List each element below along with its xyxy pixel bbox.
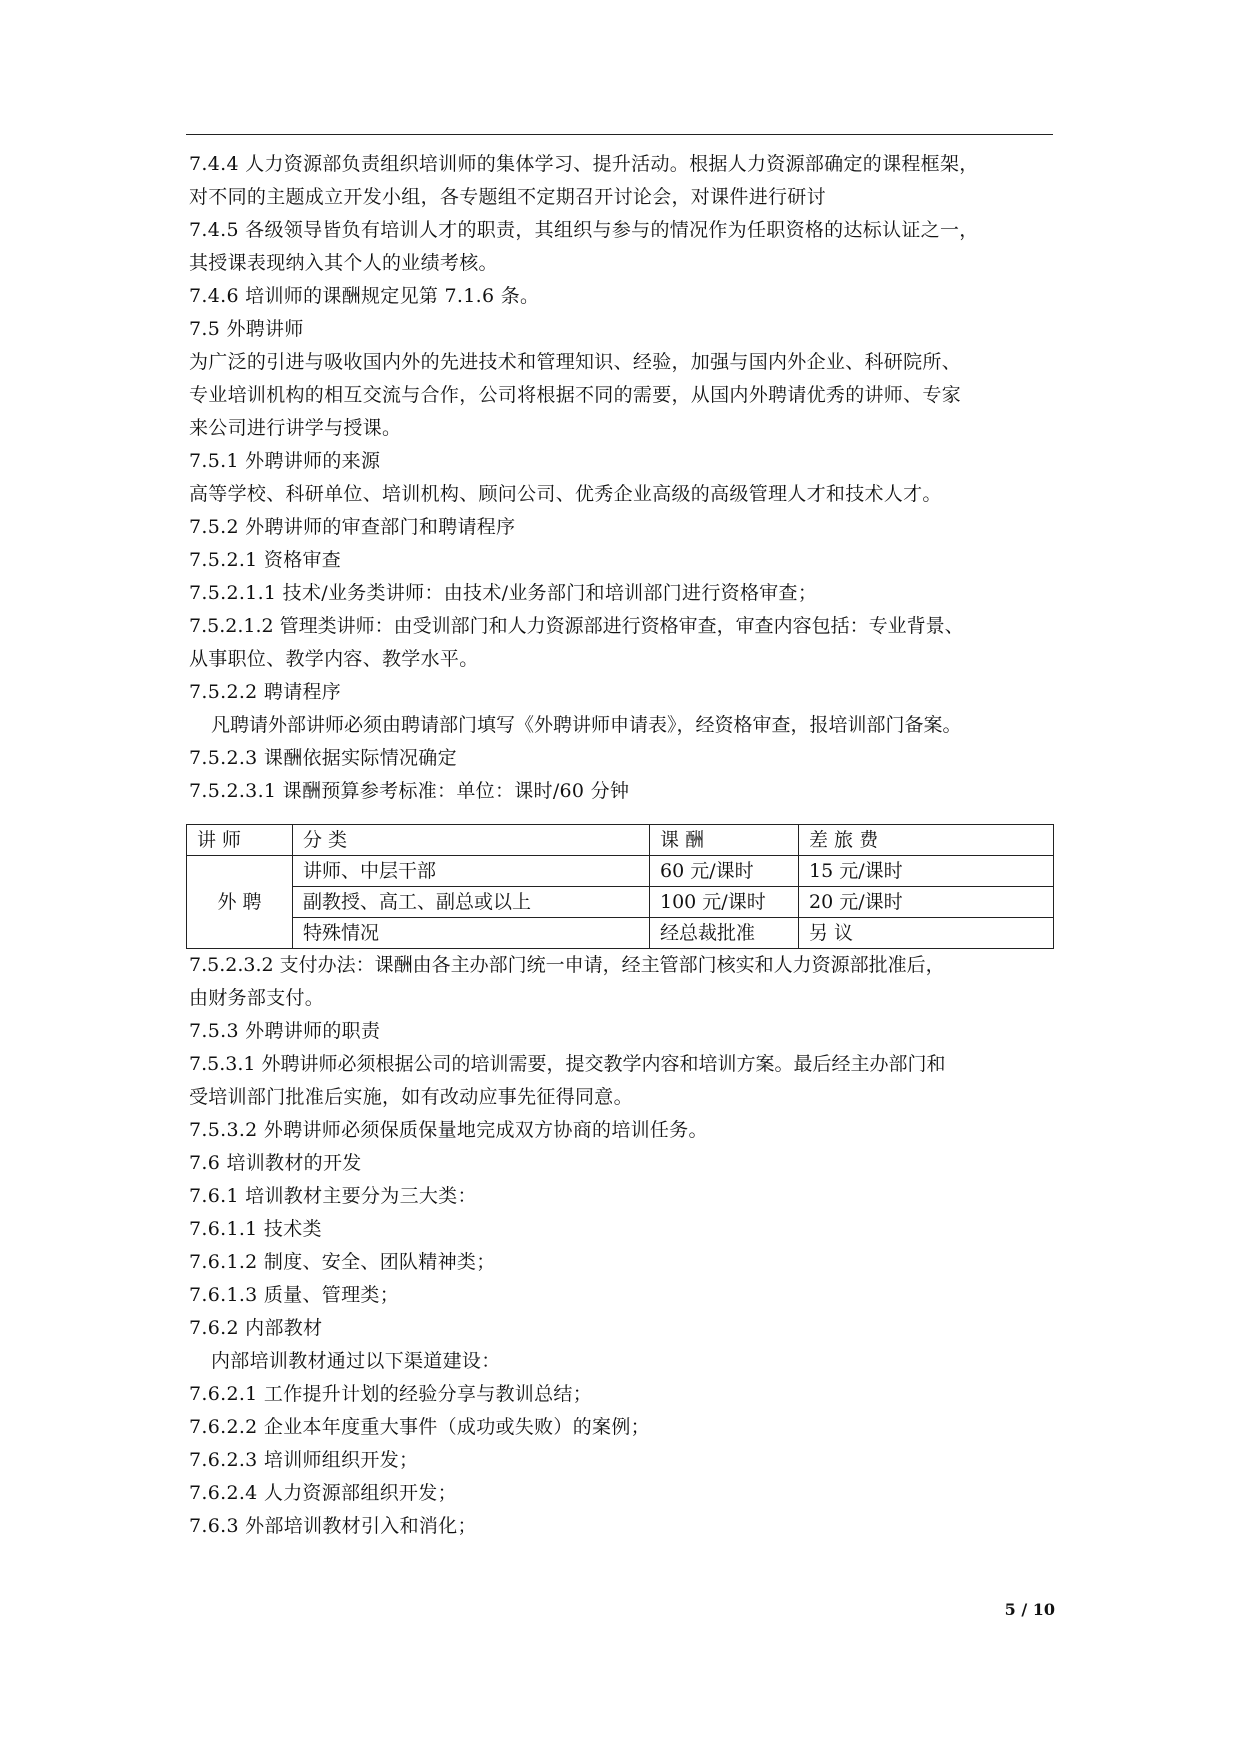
paragraph-line: 来公司进行讲学与授课。 [189, 417, 402, 439]
table-header-cell: 讲 师 [187, 825, 293, 856]
list-item: 7.6.1.2 制度、安全、团队精神类； [189, 1251, 496, 1273]
paragraph-line: 受培训部门批准后实施，如有改动应事先征得同意。 [189, 1086, 633, 1108]
section-heading: 7.6.3 外部培训教材引入和消化； [189, 1515, 477, 1537]
paragraph-line: 由财务部支付。 [189, 987, 325, 1009]
table-row [187, 918, 1054, 949]
table-row [187, 887, 1054, 918]
table-cell: 15 元/课时 [799, 856, 1054, 887]
paragraph-line: 7.4.5 各级领导皆负有培训人才的职责，其组织与参与的情况作为任职资格的达标认证之一， [189, 219, 979, 241]
document-body [189, 148, 1057, 1543]
paragraph-line: 7.5.2.3.1 课酬预算参考标准：单位：课时/60 分钟 [189, 780, 630, 802]
table-header-cell: 差 旅 费 [799, 825, 1054, 856]
table-cell: 60 元/课时 [650, 856, 799, 887]
paragraph-line: 对不同的主题成立开发小组，各专题组不定期召开讨论会，对课件进行研讨 [189, 186, 826, 208]
paragraph-line: 其授课表现纳入其个人的业绩考核。 [189, 252, 498, 274]
table-cell: 特殊情况 [293, 918, 650, 949]
table-header-row [187, 825, 1054, 856]
paragraph-line: 7.5.2.1.1 技术/业务类讲师：由技术/业务部门和培训部门进行资格审查； [189, 582, 818, 604]
paragraph-line: 内部培训教材通过以下渠道建设： [211, 1350, 501, 1372]
paragraph-line: 7.5.3.1 外聘讲师必须根据公司的培训需要，提交教学内容和培训方案。最后经主办部门和 [189, 1053, 946, 1075]
table-cell: 讲师、中层干部 [293, 856, 650, 887]
section-heading: 7.5.2.3 课酬依据实际情况确定 [189, 747, 457, 769]
section-7-5-to-7-6 [189, 949, 1057, 1543]
paragraph-line: 为广泛的引进与吸收国内外的先进技术和管理知识、经验，加强与国内外企业、科研院所、 [189, 351, 962, 373]
paragraph-line: 7.5.2.3.2 支付办法：课酬由各主办部门统一申请，经主管部门核实和人力资源部批准后， [189, 954, 945, 976]
table-row [187, 856, 1054, 887]
list-item: 7.6.2.3 培训师组织开发； [189, 1449, 419, 1471]
list-item: 7.6.2.1 工作提升计划的经验分享与教训总结； [189, 1383, 593, 1405]
table-cell: 副教授、高工、副总或以上 [293, 887, 650, 918]
paragraph-line: 7.4.6 培训师的课酬规定见第 7.1.6 条。 [189, 285, 540, 307]
section-heading: 7.6.2 内部教材 [189, 1317, 323, 1339]
table-cell: 20 元/课时 [799, 887, 1054, 918]
paragraph-line: 凡聘请外部讲师必须由聘请部门填写《外聘讲师申请表》，经资格审查，报培训部门备案。 [211, 714, 962, 736]
section-heading: 7.5.2.1 资格审查 [189, 549, 342, 571]
list-item: 7.6.1.3 质量、管理类； [189, 1284, 400, 1306]
section-heading: 7.5.1 外聘讲师的来源 [189, 450, 381, 472]
table-group-cell: 外 聘 [187, 856, 293, 949]
section-heading: 7.6.1 培训教材主要分为三大类： [189, 1185, 477, 1207]
list-item: 7.6.1.1 技术类 [189, 1218, 322, 1240]
table-header-cell: 课 酬 [650, 825, 799, 856]
section-heading: 7.6 培训教材的开发 [189, 1152, 362, 1174]
table-cell: 另 议 [799, 918, 1054, 949]
paragraph-line: 专业培训机构的相互交流与合作，公司将根据不同的需要，从国内外聘请优秀的讲师、专家 [189, 384, 962, 406]
paragraph-line: 7.5.2.1.2 管理类讲师：由受训部门和人力资源部进行资格审查，审查内容包括：专业背景、 [189, 615, 964, 637]
table-cell: 经总裁批准 [650, 918, 799, 949]
list-item: 7.6.2.4 人力资源部组织开发； [189, 1482, 457, 1504]
paragraph-line: 高等学校、科研单位、培训机构、顾问公司、优秀企业高级的高级管理人才和技术人才。 [189, 483, 942, 505]
table-header-cell: 分 类 [293, 825, 650, 856]
section-heading: 7.5 外聘讲师 [189, 318, 304, 340]
section-heading: 7.5.3 外聘讲师的职责 [189, 1020, 381, 1042]
table-cell: 100 元/课时 [650, 887, 799, 918]
list-item: 7.6.2.2 企业本年度重大事件（成功或失败）的案例； [189, 1416, 650, 1438]
paragraph-line: 7.5.3.2 外聘讲师必须保质保量地完成双方协商的培训任务。 [189, 1119, 708, 1141]
section-7-4-7-5 [189, 148, 1057, 808]
header-rule [186, 134, 1053, 135]
paragraph-line: 从事职位、教学内容、教学水平。 [189, 648, 479, 670]
paragraph-line: 7.4.4 人力资源部负责组织培训师的集体学习、提升活动。根据人力资源部确定的课程框架， [189, 153, 979, 175]
fee-table [186, 824, 1054, 949]
section-heading: 7.5.2.2 聘请程序 [189, 681, 342, 703]
page-number: 5 / 10 [1004, 1600, 1055, 1619]
section-heading: 7.5.2 外聘讲师的审查部门和聘请程序 [189, 516, 516, 538]
